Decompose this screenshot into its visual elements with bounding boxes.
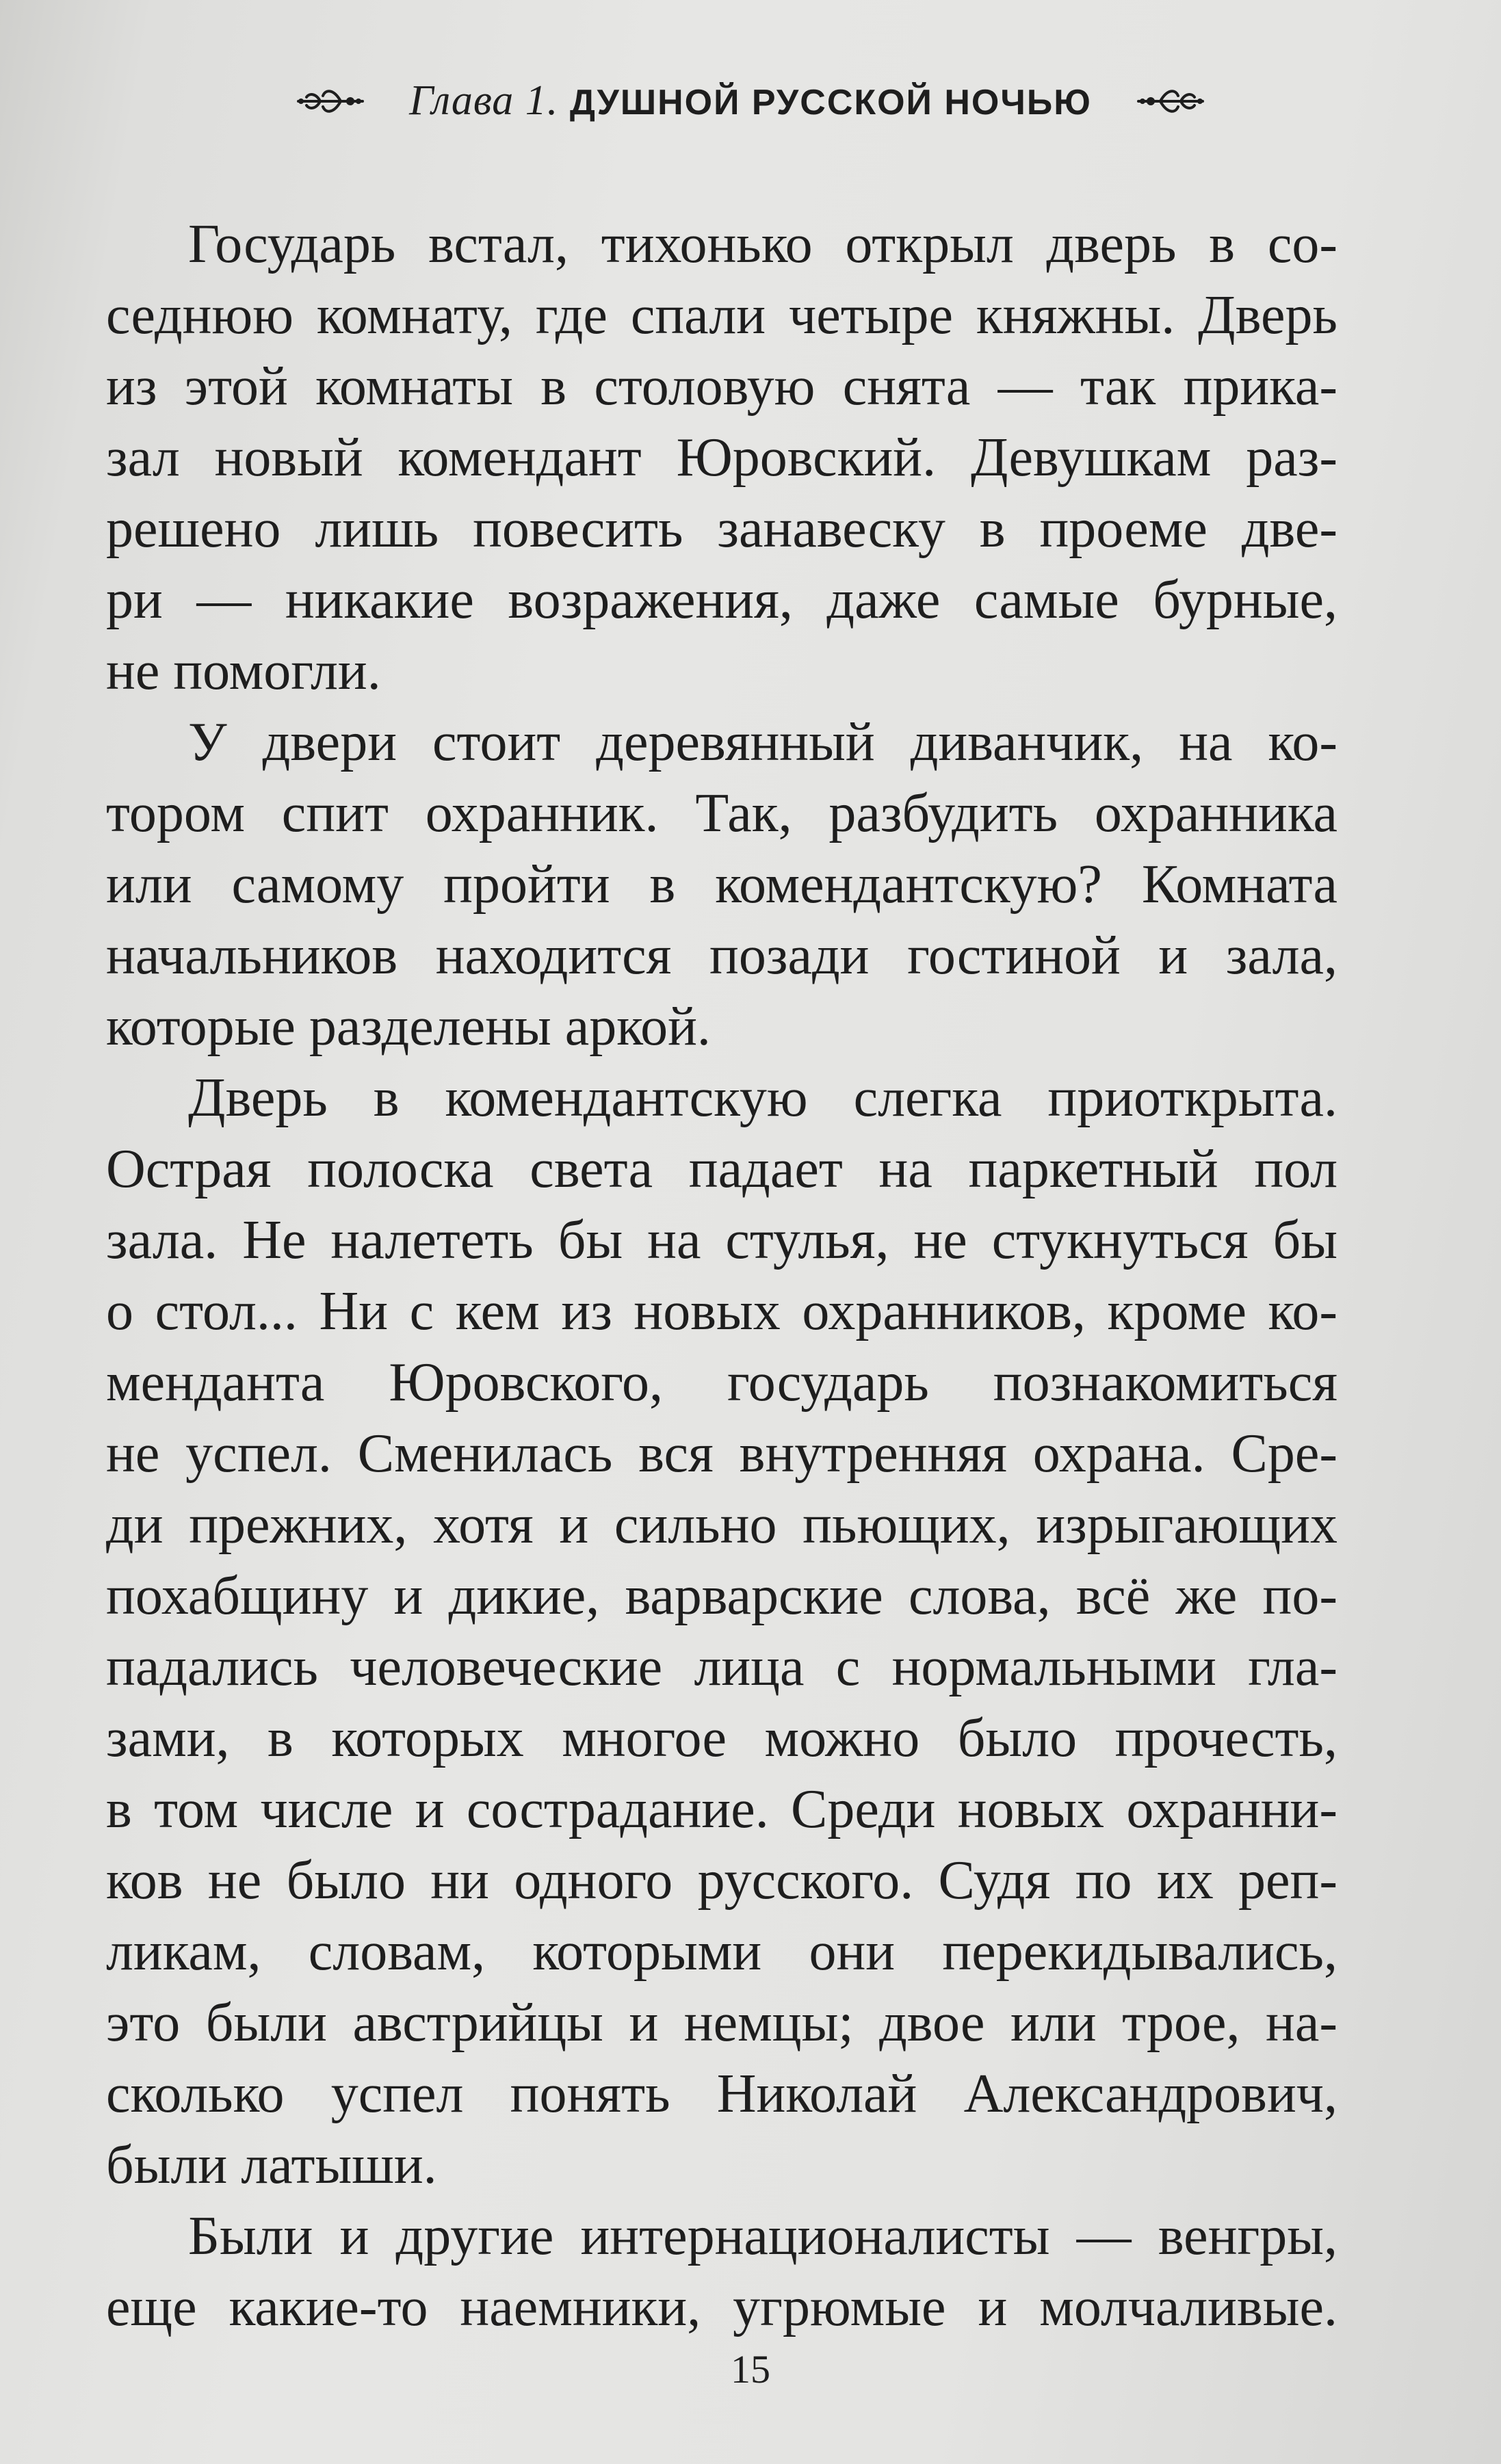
text-line: похабщину и дикие, варварские слова, всё же по- (106, 1566, 1337, 1626)
running-head (0, 77, 1501, 125)
text-line: из этой комнаты в столовую снята — так прика- (106, 356, 1337, 417)
text-line: У двери стоит деревянный диванчик, на ко- (188, 712, 1337, 772)
text-line: Государь встал, тихонько открыл дверь в со- (188, 214, 1337, 274)
text-line: не помогли. (106, 641, 381, 701)
text-line: ди прежних, хотя и сильно пьющих, изрыгающих (106, 1495, 1337, 1555)
page-number: 15 (731, 2347, 770, 2391)
text-line: ликам, словам, которыми они перекидывались, (106, 1922, 1337, 1982)
text-line: зал новый комендант Юровский. Девушкам раз- (106, 428, 1337, 488)
text-line: о стол... Ни с кем из новых охранников, кроме ко- (106, 1281, 1337, 1341)
running-head-text (409, 77, 1092, 125)
text-line: которые разделены аркой. (106, 997, 711, 1057)
text-line: ков не было ни одного русского. Судя по их реп- (106, 1850, 1337, 1911)
text-line: не успел. Сменилась вся внутренняя охрана. Сре- (106, 1424, 1337, 1484)
text-line: в том числе и сострадание. Среди новых охранни- (106, 1779, 1337, 1839)
chapter-label: Глава 1. (409, 77, 559, 124)
text-line: седнюю комнату, где спали четыре княжны. Дверь (106, 285, 1337, 345)
text-line: Дверь в комендантскую слегка приоткрыта. (188, 1068, 1337, 1128)
text-line: решено лишь повесить занавеску в проеме две- (106, 499, 1337, 559)
chapter-title: ДУШНОЙ РУССКОЙ НОЧЬЮ (569, 83, 1092, 122)
text-line: начальников находится позади гостиной и зала, (106, 926, 1337, 986)
text-line: сколько успел понять Николай Александрович, (106, 2064, 1337, 2124)
left-ornament-icon (293, 81, 368, 122)
text-line: еще какие-то наемники, угрюмые и молчаливые. (106, 2277, 1337, 2337)
text-line: зала. Не налететь бы на стулья, не стукнуться бы (106, 1210, 1337, 1270)
text-line: это были австрийцы и немцы; двое или трое, на- (106, 1993, 1337, 2053)
text-line: Острая полоска света падает на паркетный пол (106, 1139, 1337, 1199)
text-line: были латыши. (106, 2135, 437, 2195)
right-ornament-icon (1133, 81, 1208, 122)
text-line: менданта Юровского, государь познакомиться (106, 1352, 1337, 1413)
body-text (106, 209, 1337, 2343)
text-line: падались человеческие лица с нормальными гла- (106, 1637, 1337, 1697)
text-line: ри — никакие возражения, даже самые бурные, (106, 570, 1337, 630)
text-line: или самому пройти в комендантскую? Комната (106, 854, 1337, 915)
text-line: зами, в которых многое можно было прочесть, (106, 1708, 1337, 1768)
text-line: тором спит охранник. Так, разбудить охранника (106, 783, 1337, 843)
text-line: Были и другие интернационалисты — венгры, (188, 2206, 1337, 2266)
